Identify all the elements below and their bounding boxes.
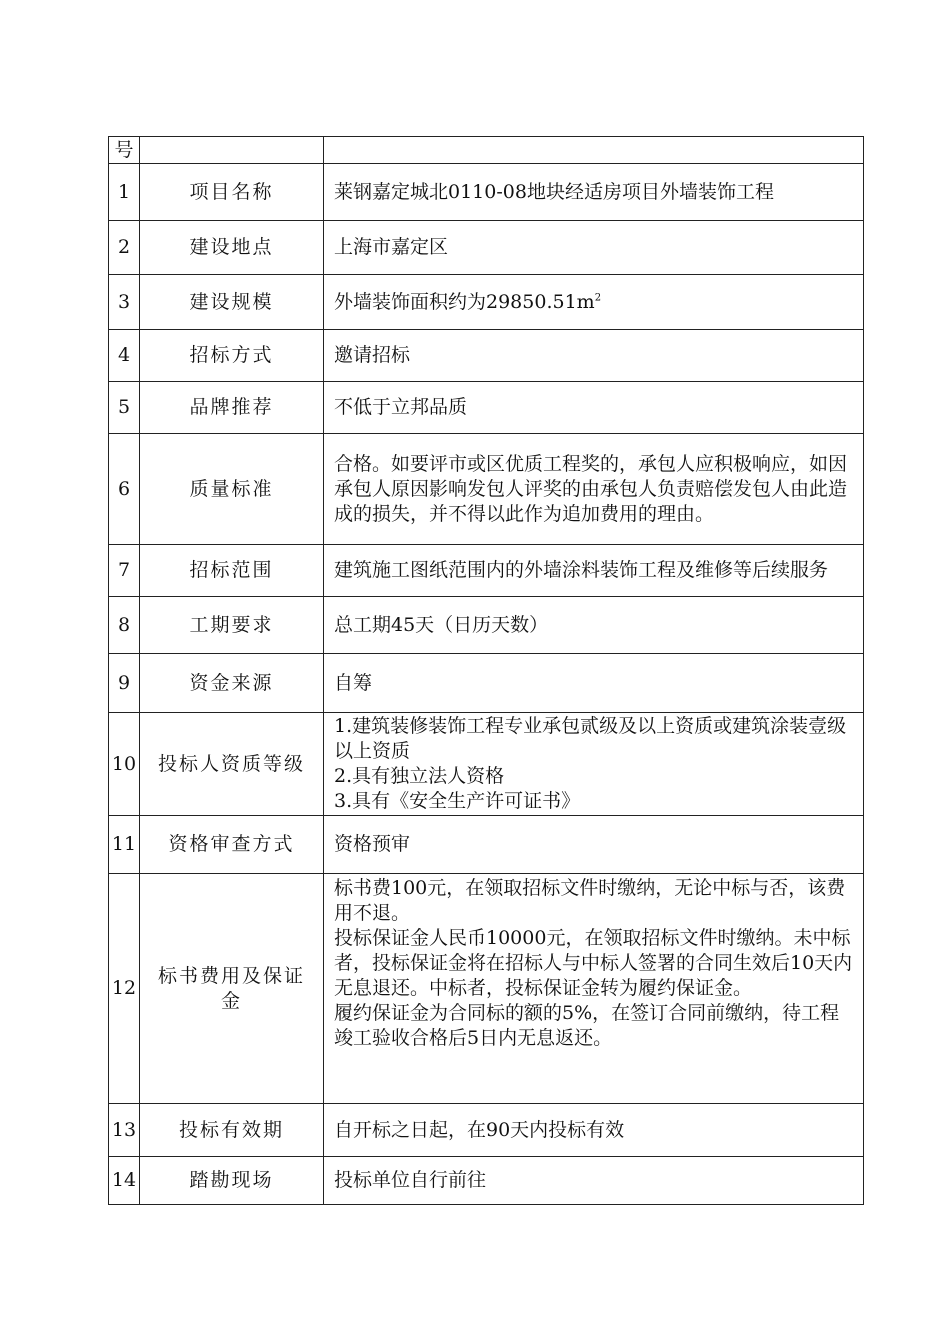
table-row bbox=[109, 164, 864, 221]
item-name: 资金来源 bbox=[140, 654, 324, 713]
table-row bbox=[109, 275, 864, 330]
row-number: 5 bbox=[109, 382, 140, 434]
content-line: 资格预审 bbox=[334, 833, 411, 855]
item-name: 招标方式 bbox=[140, 330, 324, 382]
item-content bbox=[324, 816, 864, 874]
table-row bbox=[109, 330, 864, 382]
item-name: 项目名称 bbox=[140, 164, 324, 221]
content-line: 建筑施工图纸范围内的外墙涂料装饰工程及维修等后续服务 bbox=[334, 559, 829, 581]
content-line: 莱钢嘉定城北0110-08地块经适房项目外墙装饰工程 bbox=[334, 180, 774, 203]
item-content bbox=[324, 874, 864, 1104]
item-name: 投标有效期 bbox=[140, 1104, 324, 1157]
item-content bbox=[324, 1104, 864, 1157]
content-line: 1.建筑装修装饰工程专业承包贰级及以上资质或建筑涂装壹级以上资质 bbox=[334, 715, 847, 762]
row-number: 12 bbox=[109, 874, 140, 1104]
row-number: 9 bbox=[109, 654, 140, 713]
item-content bbox=[324, 597, 864, 654]
row-number: 6 bbox=[109, 434, 140, 545]
row-number: 10 bbox=[109, 713, 140, 816]
content-line: 投标单位自行前往 bbox=[334, 1169, 487, 1191]
item-name: 建设规模 bbox=[140, 275, 324, 330]
item-name: 建设地点 bbox=[140, 221, 324, 275]
content-line: 投标保证金人民币10000元，在领取招标文件时缴纳。未中标者，投标保证金将在招标人与中标人签署的合同生效后10天内无息退还。中标者，投标保证金转为履约保证金。 bbox=[334, 927, 853, 999]
content-line: 不低于立邦品质 bbox=[334, 396, 468, 418]
table-row bbox=[109, 1104, 864, 1157]
table-row bbox=[109, 221, 864, 275]
item-content bbox=[324, 1157, 864, 1205]
row-number: 7 bbox=[109, 545, 140, 597]
item-content bbox=[324, 713, 864, 816]
item-content bbox=[324, 221, 864, 275]
row-number: 3 bbox=[109, 275, 140, 330]
content-line: 2.具有独立法人资格 bbox=[334, 765, 505, 787]
content-line: 邀请招标 bbox=[334, 344, 411, 366]
item-content bbox=[324, 545, 864, 597]
row-number: 13 bbox=[109, 1104, 140, 1157]
bid-info-table bbox=[108, 136, 864, 1205]
item-name: 质量标准 bbox=[140, 434, 324, 545]
row-number: 1 bbox=[109, 164, 140, 221]
table-row bbox=[109, 1157, 864, 1205]
row-number: 4 bbox=[109, 330, 140, 382]
content-header-cell bbox=[324, 137, 864, 164]
no-header-cell: 号 bbox=[109, 137, 140, 164]
table-row bbox=[109, 545, 864, 597]
item-content bbox=[324, 382, 864, 434]
item-name: 招标范围 bbox=[140, 545, 324, 597]
item-name: 工期要求 bbox=[140, 597, 324, 654]
table-row bbox=[109, 713, 864, 816]
table-row bbox=[109, 382, 864, 434]
name-header-cell bbox=[140, 137, 324, 164]
row-number: 2 bbox=[109, 221, 140, 275]
content-line: 自开标之日起，在90天内投标有效 bbox=[334, 1118, 625, 1141]
item-name: 资格审查方式 bbox=[140, 816, 324, 874]
content-line: 自筹 bbox=[334, 671, 373, 694]
row-number: 14 bbox=[109, 1157, 140, 1205]
table-row bbox=[109, 597, 864, 654]
table-row bbox=[109, 816, 864, 874]
item-name: 品牌推荐 bbox=[140, 382, 324, 434]
item-name: 投标人资质等级 bbox=[140, 713, 324, 816]
item-content bbox=[324, 434, 864, 545]
content-line: 上海市嘉定区 bbox=[334, 236, 449, 258]
content-line: 3.具有《安全生产许可证书》 bbox=[334, 790, 581, 812]
table-row bbox=[109, 654, 864, 713]
item-content bbox=[324, 330, 864, 382]
table-row bbox=[109, 874, 864, 1104]
content-line: 履约保证金为合同标的额的5%，在签订合同前缴纳，待工程竣工验收合格后5日内无息返还。 bbox=[334, 1002, 840, 1049]
table-header-row bbox=[109, 137, 864, 164]
item-content bbox=[324, 275, 864, 330]
item-content bbox=[324, 164, 864, 221]
content-line: 外墙装饰面积约为29850.51m bbox=[334, 290, 595, 313]
item-name: 标书费用及保证金 bbox=[140, 874, 324, 1104]
table-row bbox=[109, 434, 864, 545]
unit-superscript: 2 bbox=[594, 292, 602, 304]
row-number: 11 bbox=[109, 816, 140, 874]
row-number: 8 bbox=[109, 597, 140, 654]
content-line: 总工期45天（日历天数） bbox=[334, 613, 549, 636]
item-content bbox=[324, 654, 864, 713]
content-line: 合格。如要评市或区优质工程奖的，承包人应积极响应，如因承包人原因影响发包人评奖的由承包人负责赔偿发包人由此造成的损失，并不得以此作为追加费用的理由。 bbox=[334, 452, 848, 525]
item-name: 踏勘现场 bbox=[140, 1157, 324, 1205]
content-line: 标书费100元，在领取招标文件时缴纳，无论中标与否，该费用不退。 bbox=[334, 877, 846, 924]
